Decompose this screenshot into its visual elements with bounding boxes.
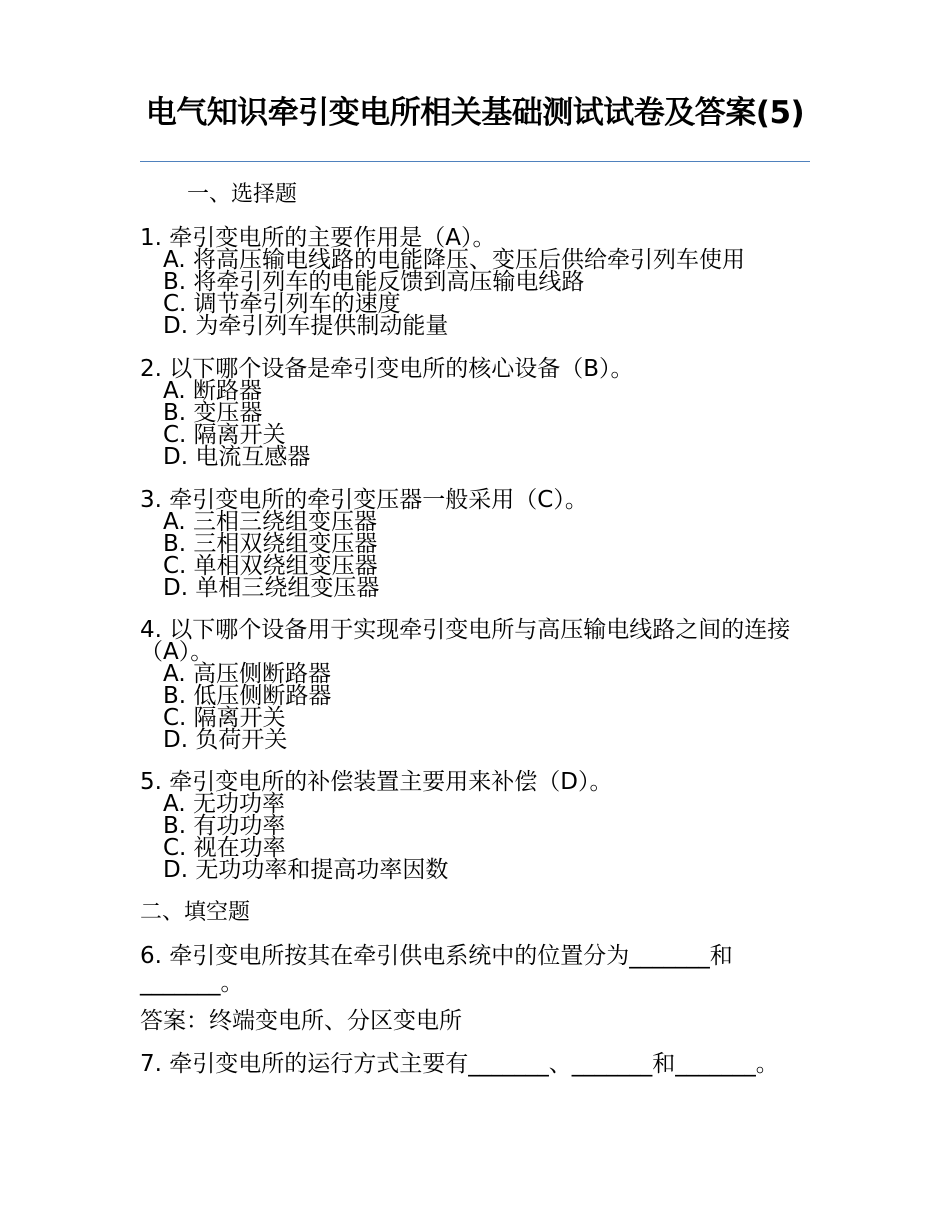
- question-stem: 3. 牵引变电所的牵引变压器一般采用（C）。: [140, 487, 588, 513]
- option-b: B. 将牵引列车的电能反馈到高压输电线路: [163, 269, 585, 295]
- question-stem: 5. 牵引变电所的补偿装置主要用来补偿（D）。: [140, 769, 613, 795]
- fill-answer-6: 答案：终端变电所、分区变电所: [140, 1008, 462, 1034]
- option-d: D. 负荷开关: [163, 727, 288, 753]
- section-heading-choice: 一、选择题: [187, 182, 298, 207]
- option-a: A. 三相三绕组变压器: [163, 509, 377, 535]
- option-b: B. 变压器: [163, 400, 263, 426]
- question-1: [140, 227, 800, 337]
- option-c: C. 视在功率: [163, 835, 286, 861]
- option-d: D. 电流互感器: [163, 444, 311, 470]
- option-c: C. 单相双绕组变压器: [163, 553, 378, 579]
- question-3: [140, 489, 800, 599]
- option-d: D. 为牵引列车提供制动能量: [163, 313, 449, 339]
- option-b: B. 有功功率: [163, 813, 286, 839]
- option-c: C. 调节牵引列车的速度: [163, 291, 401, 317]
- title-divider: [140, 161, 810, 162]
- fill-question-6: 6. 牵引变电所按其在牵引供电系统中的位置分为_______和_______。: [140, 943, 733, 996]
- question-stem: 4. 以下哪个设备用于实现牵引变电所与高压输电线路之间的连接（A）。: [140, 617, 791, 665]
- question-5: [140, 771, 800, 881]
- fill-question-7: 7. 牵引变电所的运行方式主要有_______、_______和_______。: [140, 1051, 779, 1077]
- option-d: D. 无功功率和提高功率因数: [163, 857, 449, 883]
- option-a: A. 无功功率: [163, 791, 285, 817]
- question-4: [140, 619, 800, 751]
- option-c: C. 隔离开关: [163, 705, 286, 731]
- option-d: D. 单相三绕组变压器: [163, 575, 380, 601]
- option-a: A. 断路器: [163, 378, 262, 404]
- option-a: A. 高压侧断路器: [163, 661, 331, 687]
- option-a: A. 将高压输电线路的电能降压、变压后供给牵引列车使用: [163, 247, 745, 273]
- question-stem: 2. 以下哪个设备是牵引变电所的核心设备（B）。: [140, 356, 634, 382]
- option-b: B. 三相双绕组变压器: [163, 531, 378, 557]
- page-title: 电气知识牵引变电所相关基础测试试卷及答案(5): [145, 95, 805, 131]
- option-b: B. 低压侧断路器: [163, 683, 332, 709]
- question-2: [140, 358, 800, 468]
- section-heading-fill: 二、填空题: [140, 900, 251, 925]
- question-stem: 1. 牵引变电所的主要作用是（A）。: [140, 225, 496, 251]
- option-c: C. 隔离开关: [163, 422, 286, 448]
